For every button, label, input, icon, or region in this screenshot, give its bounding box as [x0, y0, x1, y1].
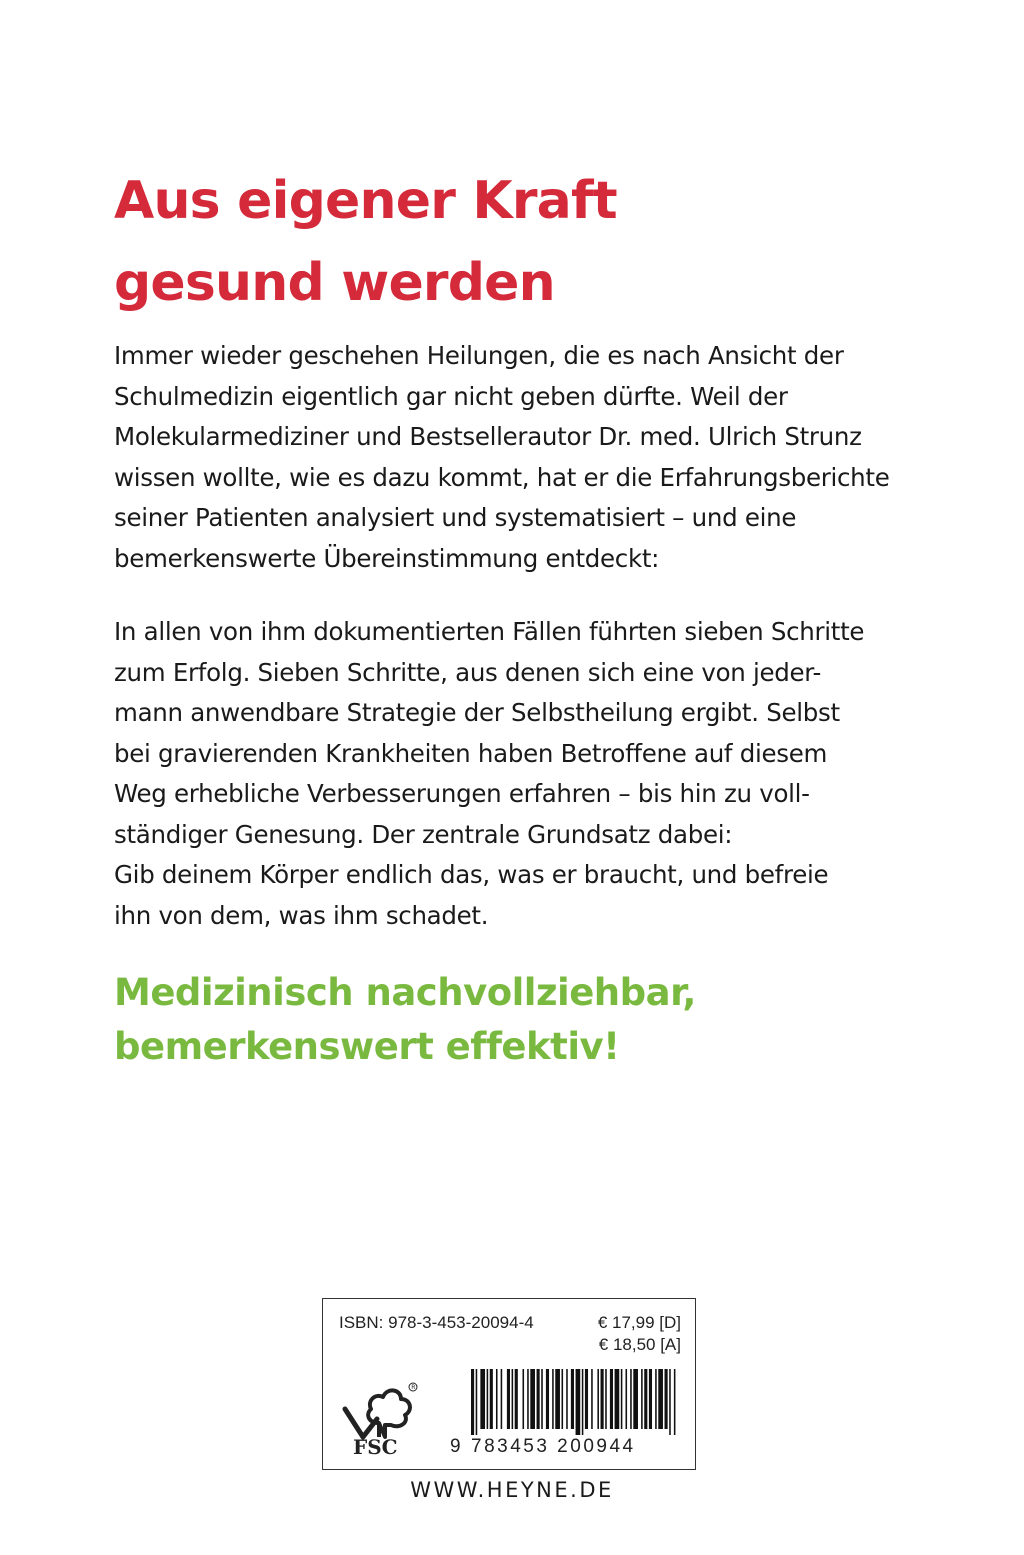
barcode-bar — [480, 1369, 485, 1429]
fsc-label: FSC — [353, 1435, 398, 1459]
barcode-bar — [641, 1369, 643, 1429]
text-line: ihn von dem, was ihm schadet. — [114, 900, 489, 930]
barcode-bar — [674, 1369, 676, 1435]
barcode-bar — [658, 1369, 663, 1429]
barcode-bar — [501, 1369, 503, 1429]
text-line: ständiger Genesung. Der zentrale Grundsatz dabei: — [114, 819, 733, 849]
tagline-line-2: bemerkenswert effektiv! — [114, 1025, 620, 1068]
svg-text:R: R — [411, 1384, 416, 1392]
barcode-bar — [585, 1369, 588, 1429]
text-line: seiner Patienten analysiert und systematisiert – und eine — [114, 503, 797, 532]
barcode-digits: 783453 200944 — [471, 1436, 636, 1457]
barcode-bar — [541, 1369, 543, 1429]
barcode-bar — [582, 1369, 584, 1435]
headline-line-2: gesund werden — [114, 253, 555, 313]
headline-line-1: Aus eigener Kraft — [114, 171, 617, 231]
barcode-bar — [633, 1369, 638, 1429]
price-germany: € 17,99 [D] — [597, 1313, 681, 1332]
headline — [114, 160, 617, 324]
barcode-bar — [655, 1369, 657, 1429]
paragraph-1 — [114, 336, 914, 579]
barcode-bar — [649, 1369, 652, 1429]
barcode-bar — [552, 1369, 554, 1429]
text-line: Schulmedizin eigentlich gar nicht geben dürfte. Weil der — [114, 381, 788, 411]
barcode-image — [471, 1369, 677, 1435]
tagline-line-1: Medizinisch nachvollziehbar, — [114, 971, 696, 1014]
barcode-bar — [527, 1369, 529, 1429]
barcode-bar — [669, 1369, 671, 1435]
barcode-bar — [537, 1369, 540, 1429]
barcode-box — [322, 1298, 696, 1470]
barcode-bar — [530, 1369, 535, 1429]
text-line: Gib deinem Körper endlich das, was er braucht, und befreie — [114, 860, 829, 889]
barcode-bar — [576, 1369, 581, 1435]
text-line: Molekularmediziner und Bestsellerautor Dr. med. Ulrich Strunz — [114, 422, 862, 451]
text-line: bemerkenswerte Übereinstimmung entdeckt: — [114, 543, 660, 573]
barcode-bar — [490, 1369, 493, 1429]
barcode-bar — [665, 1369, 668, 1429]
barcode-bar — [605, 1369, 607, 1429]
barcode-lead-digit: 9 — [450, 1436, 461, 1457]
text-line: Weg erhebliche Verbesserungen erfahren – bis hin zu voll- — [114, 779, 810, 808]
price-austria: € 18,50 [A] — [598, 1335, 681, 1354]
barcode-bar — [487, 1369, 489, 1429]
barcode-bar — [597, 1369, 599, 1429]
barcode-bar — [496, 1369, 498, 1429]
text-line: zum Erfolg. Sieben Schritte, aus denen sich eine von jeder- — [114, 657, 822, 687]
barcode-bar — [571, 1369, 574, 1429]
barcode-bar — [615, 1369, 620, 1429]
tagline — [114, 966, 696, 1074]
barcode-bar — [512, 1369, 514, 1429]
barcode-bar — [523, 1369, 525, 1429]
barcode-bar — [562, 1369, 564, 1429]
barcode-bar — [601, 1369, 604, 1429]
barcode-bar — [610, 1369, 613, 1429]
barcode-bar — [546, 1369, 549, 1429]
barcode-bar — [476, 1369, 478, 1435]
isbn-label: ISBN: 978-3-453-20094-4 — [339, 1313, 534, 1332]
barcode-bar — [471, 1369, 474, 1435]
barcode-bar — [630, 1369, 632, 1429]
website-url: WWW.HEYNE.DE — [410, 1478, 614, 1502]
text-line: Immer wieder geschehen Heilungen, die es nach Ansicht der — [114, 341, 844, 370]
paragraph-2 — [114, 612, 914, 936]
barcode-bar — [515, 1369, 518, 1429]
barcode-bar — [555, 1369, 560, 1429]
barcode-bar — [626, 1369, 628, 1429]
barcode-bar — [644, 1369, 647, 1429]
barcode-bar — [621, 1369, 623, 1429]
barcode-bar — [591, 1369, 593, 1429]
text-line: bei gravierenden Krankheiten haben Betroffene auf diesem — [114, 738, 828, 768]
barcode-bar — [566, 1369, 568, 1429]
text-line: mann anwendbare Strategie der Selbstheilung ergibt. Selbst — [114, 698, 840, 727]
text-line: wissen wollte, wie es dazu kommt, hat er die Erfahrungsberichte — [114, 462, 890, 492]
text-line: In allen von ihm dokumentierten Fällen führten sieben Schritte — [114, 617, 865, 646]
barcode-bar — [507, 1369, 510, 1429]
